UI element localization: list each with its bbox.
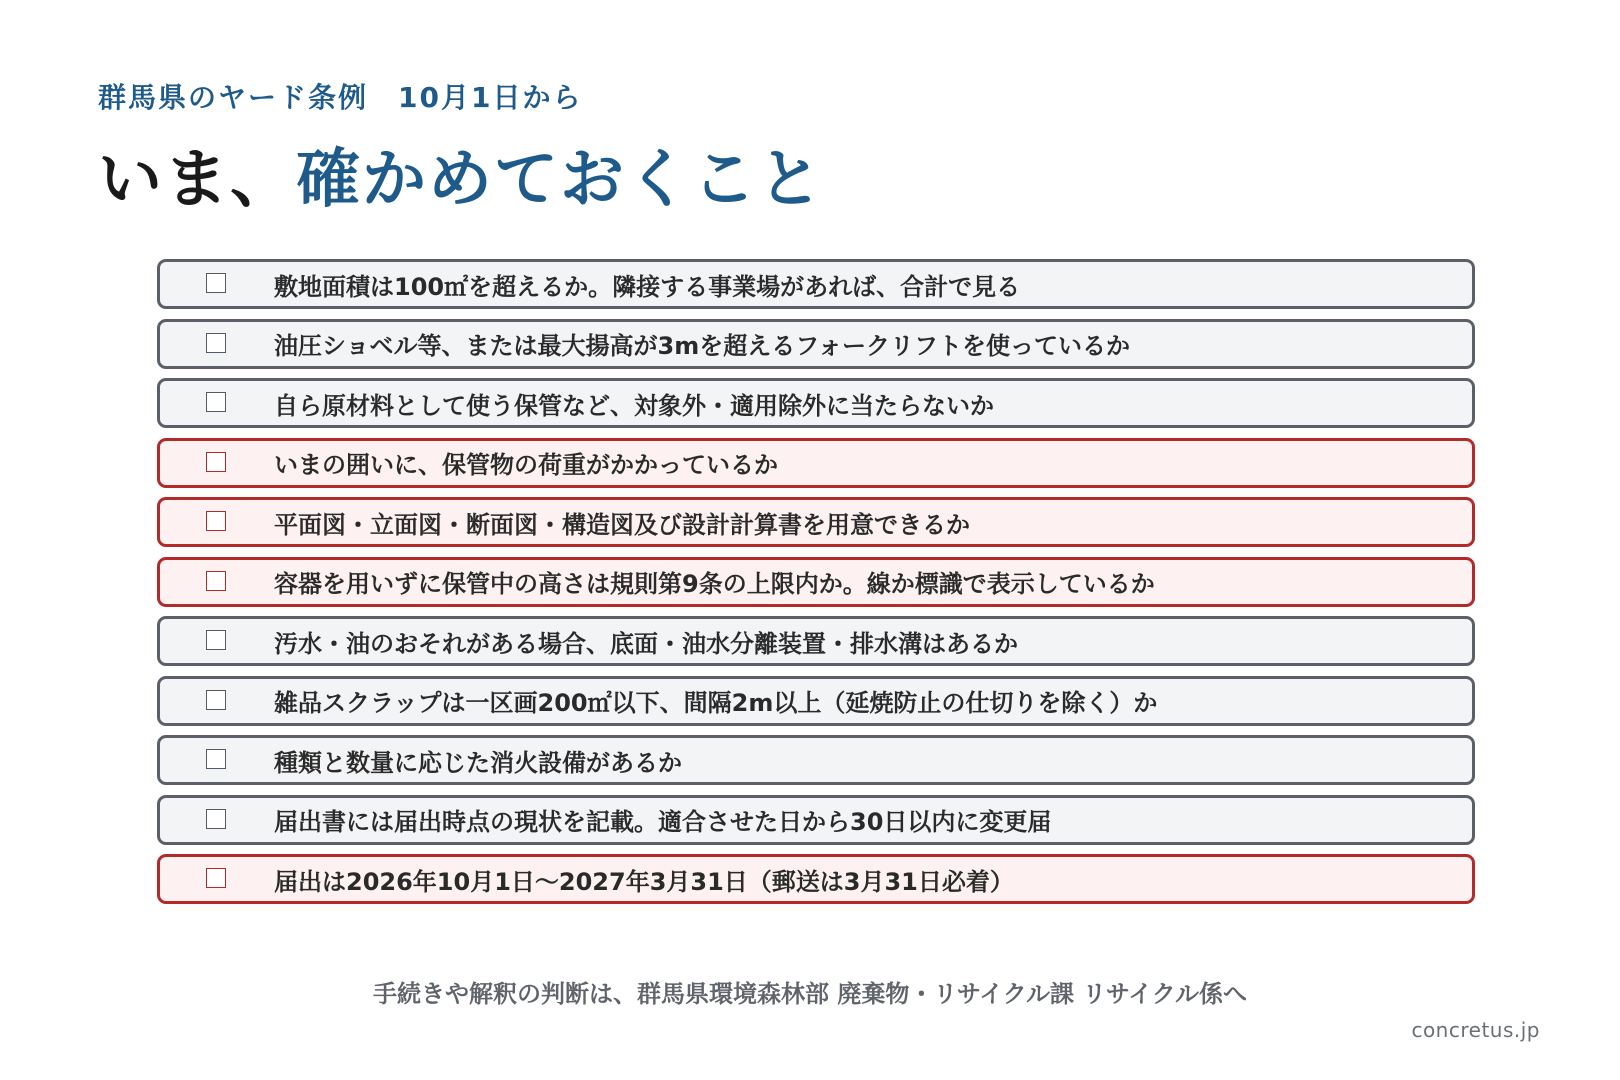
checklist-item-text: 油圧ショベル等、または最大揚高が3mを超えるフォークリフトを使っているか bbox=[274, 332, 1131, 360]
subtitle: 群馬県のヤード条例 10月1日から bbox=[98, 81, 583, 114]
title-prefix: いま、 bbox=[98, 143, 296, 217]
checkbox[interactable] bbox=[206, 749, 226, 769]
checklist-item[interactable] bbox=[157, 259, 1475, 309]
checklist-item[interactable] bbox=[157, 616, 1475, 666]
checklist-item[interactable] bbox=[157, 557, 1475, 607]
checklist-item-text: 種類と数量に応じた消火設備があるか bbox=[274, 748, 682, 777]
checkbox[interactable] bbox=[206, 690, 226, 710]
checklist-item-text: いまの囲いに、保管物の荷重がかかっているか bbox=[274, 451, 778, 479]
checklist-item-text: 敷地面積は100㎡を超えるか。隣接する事業場があれば、合計で見る bbox=[274, 272, 1021, 301]
page-title bbox=[98, 128, 824, 220]
checklist-item[interactable] bbox=[157, 795, 1475, 845]
checklist-item-text: 届出書には届出時点の現状を記載。適合させた日から30日以内に変更届 bbox=[274, 808, 1052, 836]
checklist-item-text: 雑品スクラップは一区画200㎡以下、間隔2m以上（延焼防止の仕切りを除く）か bbox=[274, 689, 1158, 717]
checklist-item-text: 容器を用いずに保管中の高さは規則第9条の上限内か。線か標識で表示しているか bbox=[274, 570, 1155, 598]
checkbox[interactable] bbox=[206, 333, 226, 353]
checkbox[interactable] bbox=[206, 273, 226, 293]
site-credit: concretus.jp bbox=[1411, 1018, 1540, 1042]
checklist-item-text: 自ら原材料として使う保管など、対象外・適用除外に当たらないか bbox=[274, 391, 994, 420]
title-accent: 確かめておくこと bbox=[296, 143, 824, 217]
footer-note: 手続きや解釈の判断は、群馬県環境森林部 廃棄物・リサイクル課 リサイクル係へ bbox=[373, 980, 1247, 1008]
checklist-item-text: 汚水・油のおそれがある場合、底面・油水分離装置・排水溝はあるか bbox=[274, 629, 1018, 658]
checklist-item-text: 届出は2026年10月1日～2027年3月31日（郵送は3月31日必着） bbox=[274, 867, 1014, 896]
checklist-item[interactable] bbox=[157, 378, 1475, 428]
checkbox[interactable] bbox=[206, 630, 226, 650]
checklist-item-text: 平面図・立面図・断面図・構造図及び設計計算書を用意できるか bbox=[274, 510, 970, 539]
checkbox[interactable] bbox=[206, 392, 226, 412]
checkbox[interactable] bbox=[206, 452, 226, 472]
checklist-item[interactable] bbox=[157, 319, 1475, 369]
checklist-item[interactable] bbox=[157, 676, 1475, 726]
checkbox[interactable] bbox=[206, 571, 226, 591]
checklist bbox=[157, 259, 1475, 914]
checkbox[interactable] bbox=[206, 809, 226, 829]
checklist-item[interactable] bbox=[157, 854, 1475, 904]
checklist-item[interactable] bbox=[157, 438, 1475, 488]
checklist-item[interactable] bbox=[157, 735, 1475, 785]
checkbox[interactable] bbox=[206, 511, 226, 531]
checklist-item[interactable] bbox=[157, 497, 1475, 547]
checkbox[interactable] bbox=[206, 868, 226, 888]
